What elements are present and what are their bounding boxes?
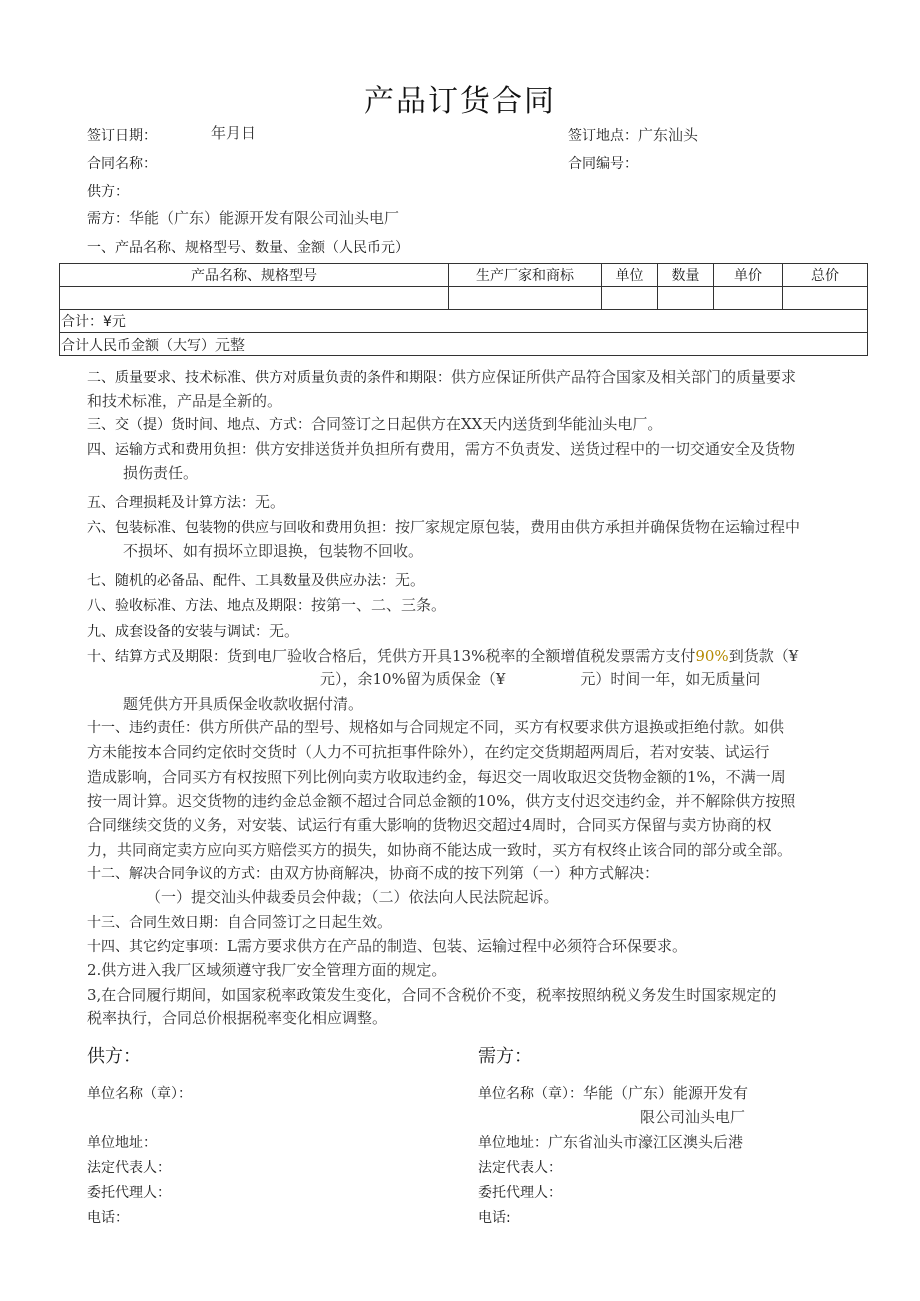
clause-7 (87, 569, 425, 592)
clause-8-text: 按第一、二、三条。 (311, 596, 447, 614)
sign-place-value: 广东汕头 (638, 126, 699, 144)
buyer-unit-name (478, 1082, 748, 1105)
clause-5-label: 五、合理损耗及计算方法： (87, 495, 255, 511)
buyer-unit-name-cont: 限公司汕头电厂 (640, 1108, 746, 1126)
contract-name-label: 合同名称： (87, 156, 157, 172)
clause-5-text: 无。 (255, 493, 286, 511)
clause-8 (87, 594, 446, 617)
supplier-row (87, 180, 129, 203)
buyer-unit-name-value: 华能（广东）能源开发有 (583, 1084, 749, 1102)
supplier-legal-rep: 法定代表人： (87, 1160, 171, 1176)
supplier-address: 单位地址： (87, 1135, 157, 1151)
contract-no-row (568, 152, 638, 175)
clause-2 (87, 366, 796, 389)
clause-11-cont-4: 合同继续交货的义务，对安装、试运行有重大影响的货物迟交超过4周时，合同买方保留与卖方协商的权 (87, 816, 772, 834)
sign-date-row (87, 124, 157, 147)
table-total-row (60, 310, 868, 333)
clause-4-label: 四、运输方式和费用负担： (87, 442, 255, 458)
total-cell: 合计：¥元 (60, 310, 868, 333)
clause-7-label: 七、随机的必备品、配件、工具数量及供应办法： (87, 573, 395, 589)
total-upper-suffix: 元整 (215, 335, 246, 354)
buyer-signature-heading: 需方： (478, 1046, 532, 1067)
sign-place-label: 签订地点： (568, 128, 638, 144)
clause-10 (87, 645, 798, 668)
clause-6-cont: 不损坏、如有损坏立即退换，包装物不回收。 (123, 542, 424, 560)
table-cell[interactable] (658, 287, 714, 310)
clause-10-text-b: 到货款（¥ (728, 647, 799, 665)
clause-10-cont-2: 题凭供方开具质保金收款收据付清。 (123, 695, 364, 713)
clause-4 (87, 438, 795, 461)
supplier-label: 供方： (87, 184, 129, 200)
clause-9 (87, 620, 299, 643)
supplier-phone: 电话： (87, 1210, 129, 1226)
contract-name-row (87, 152, 157, 175)
col-header-unit-price: 单价 (714, 264, 783, 287)
table-cell[interactable] (60, 287, 449, 310)
clause-11-text: 供方所供产品的型号、规格如与合同规定不同，买方有权要求供方退换或拒绝付款。如供 (199, 718, 785, 736)
supplier-signature-heading: 供方： (87, 1046, 141, 1067)
clause-4-cont: 损伤责任。 (123, 464, 199, 482)
col-header-product: 产品名称、规格型号 (60, 264, 449, 287)
clause-9-text: 无。 (269, 622, 300, 640)
table-header-row (60, 264, 868, 287)
clause-6-text: 按厂家规定原包装，费用由供方承担并确保货物在运输过程中 (395, 518, 801, 536)
total-upper-label: 合计人民币金额（大写） (61, 337, 215, 354)
supplier-unit-name: 单位名称（章）： (87, 1086, 192, 1102)
col-header-total-price: 总价 (783, 264, 868, 287)
clause-3-text: 合同签订之日起供方在XX天内送货到华能汕头电厂。 (311, 415, 663, 433)
page-title: 产品订货合同 (364, 84, 556, 119)
clause-10-text: 货到电厂验收合格后，凭供方开具13%税率的全额增值税发票需方支付 (227, 647, 696, 665)
clause-3-label: 三、交（提）货时间、地点、方式： (87, 417, 311, 433)
table-total-upper-row (60, 333, 868, 356)
table-cell[interactable] (783, 287, 868, 310)
clause-11 (87, 716, 784, 739)
clause-2-text: 供方应保证所供产品符合国家及相关部门的质量要求 (451, 368, 797, 386)
clause-10-percent: 90% (695, 647, 729, 665)
clause-8-label: 八、验收标准、方法、地点及期限： (87, 598, 311, 614)
clause-11-label: 十一、违约责任： (87, 720, 199, 736)
clause-13 (87, 911, 392, 934)
clause-13-label: 十三、合同生效日期： (87, 915, 227, 931)
clause-6 (87, 516, 800, 539)
col-header-unit: 单位 (602, 264, 658, 287)
sign-date-value: 年月日 (211, 124, 257, 142)
clause-12-label: 十二、解决合同争议的方式： (87, 866, 269, 882)
clause-4-text: 供方安排送货并负担所有费用，需方不负责发、送货过程中的一切交通安全及货物 (255, 440, 796, 458)
clause-13-text: 自合同签订之日起生效。 (227, 913, 393, 931)
table-row (60, 287, 868, 310)
buyer-agent: 委托代理人： (478, 1185, 562, 1201)
buyer-value: 华能（广东）能源开发有限公司汕头电厂 (129, 209, 400, 227)
buyer-unit-name-label: 单位名称（章）： (478, 1086, 583, 1102)
col-header-quantity: 数量 (658, 264, 714, 287)
clause-12-text: 由双方协商解决，协商不成的按下列第（一）种方式解决： (269, 864, 660, 882)
table-cell[interactable] (602, 287, 658, 310)
buyer-address (478, 1131, 743, 1154)
clause-14-item-2: 2.供方进入我厂区域须遵守我厂安全管理方面的规定。 (87, 961, 447, 979)
clause-14-item-3-cont: 税率执行，合同总价根据税率变化相应调整。 (87, 1009, 388, 1027)
clause-2-label: 二、质量要求、技术标准、供方对质量负责的条件和期限： (87, 370, 451, 386)
col-header-manufacturer: 生产厂家和商标 (449, 264, 602, 287)
sign-place-row (568, 124, 698, 147)
clause-14-label: 十四、其它约定事项： (87, 939, 227, 955)
clause-12 (87, 862, 659, 885)
table-cell[interactable] (449, 287, 602, 310)
buyer-label: 需方： (87, 211, 129, 227)
clause-5 (87, 491, 285, 514)
clause-14 (87, 935, 687, 958)
clause-10-cont-1: 元），余10%留为质保金（¥ 元）时间一年，如无质量问 (320, 670, 761, 688)
clause-7-text: 无。 (395, 571, 426, 589)
buyer-address-value: 广东省汕头市濠江区澳头后港 (548, 1133, 744, 1151)
buyer-address-label: 单位地址： (478, 1135, 548, 1151)
buyer-phone: 电话: (478, 1210, 511, 1226)
clause-11-cont-2: 造成影响，合同买方有权按照下列比例向卖方收取违约金，每迟交一周收取迟交货物金额的1%，不满一周 (87, 768, 786, 786)
clause-6-label: 六、包装标准、包装物的供应与回收和费用负担： (87, 520, 395, 536)
sign-date-label: 签订日期： (87, 128, 157, 144)
table-cell[interactable] (714, 287, 783, 310)
clause-2-cont: 和技术标准，产品是全新的。 (87, 392, 283, 410)
clause-9-label: 九、成套设备的安装与调试： (87, 624, 269, 640)
section1-heading: 一、产品名称、规格型号、数量、金额（人民币元） (87, 240, 409, 256)
clause-11-cont-1: 方未能按本合同约定依时交货时（人力不可抗拒事件除外），在约定交货期超两周后，若对安装、试运行 (87, 743, 770, 761)
buyer-legal-rep: 法定代表人： (478, 1160, 562, 1176)
clause-12-cont: （一）提交汕头仲裁委员会仲裁；（二）依法向人民法院起诉。 (146, 888, 559, 906)
clause-14-text: L需方要求供方在产品的制造、包装、运输过程中必须符合环保要求。 (227, 937, 687, 955)
clause-11-cont-3: 按一周计算。迟交货物的违约金总金额不超过合同总金额的10%，供方支付迟交违约金，并不解除供方按照 (87, 792, 796, 810)
product-table (59, 263, 868, 356)
clause-14-item-3: 3,在合同履行期间，如国家税率政策发生变化，合同不含税价不变，税率按照纳税义务发生时国家规定的 (87, 986, 777, 1004)
clause-10-label: 十、结算方式及期限： (87, 649, 227, 665)
supplier-agent: 委托代理人： (87, 1185, 171, 1201)
clause-3 (87, 413, 662, 436)
buyer-row (87, 207, 399, 230)
total-upper-cell (60, 333, 868, 356)
clause-11-cont-5: 力，共同商定卖方应向买方赔偿买方的损失，如协商不能达成一致时，买方有权终止该合同的部分或全部。 (87, 841, 793, 859)
contract-no-label: 合同编号： (568, 156, 638, 172)
